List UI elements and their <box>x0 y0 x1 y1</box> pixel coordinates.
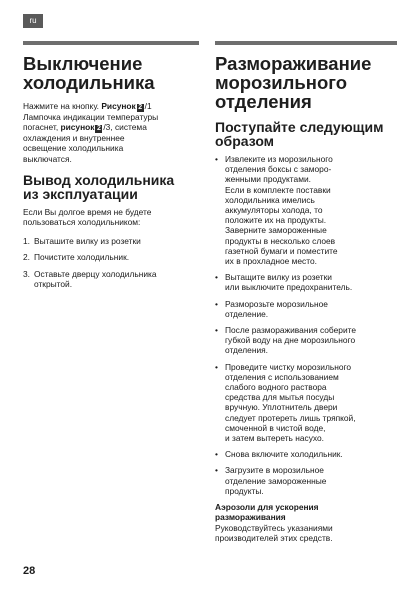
bullet-icon: • <box>215 465 218 476</box>
subheading-procedure: Поступайте следующим образом <box>215 119 384 149</box>
list-item: • Проведите чистку морозильного отделения с использованием слабого водного раствора средства для мытья посуды вручную. Уплотнитель двери следует протереть лишь тряпкой, смоченной в чистой воде, и затем вытереть насухо. <box>215 361 356 444</box>
bullet-icon: • <box>215 298 218 309</box>
right-column <box>215 41 397 543</box>
subheading-decommission: Вывод холодильника из эксплуатации <box>23 171 175 202</box>
figure-reference: рисунок <box>60 122 95 133</box>
bullet-icon: • <box>215 325 218 336</box>
bullet-icon: • <box>215 154 218 164</box>
list-item: • Вытащите вилку из розетки или выключите предохранитель. <box>215 272 353 293</box>
bullet-icon: • <box>215 449 218 460</box>
list-item: • После размораживания соберите губкой воду на дне морозильного отделения. <box>215 325 357 356</box>
page-number: 28 <box>23 565 36 577</box>
list-item: • Снова включите холодильник. <box>215 449 343 460</box>
section-rule <box>23 41 199 45</box>
section-heading-switch-off: Выключение холодильника <box>23 53 155 93</box>
list-item: 2. Почистите холодильник. <box>23 252 130 263</box>
note-title: Аэрозоли для ускорения размораживания <box>215 502 319 523</box>
switch-off-instructions: Нажмите на кнопку. Рисунок 2 /1 Лампочка индикации температуры погаснет, рисунок 2 /3, система охлаждения и внутреннее освещение холодильника выключатся. <box>23 101 159 164</box>
defrost-steps <box>215 154 397 496</box>
left-column <box>23 41 199 295</box>
key-icon: 2 <box>96 125 101 133</box>
list-item: • Разморозьте морозильное отделение. <box>215 298 328 319</box>
decommission-steps <box>23 236 199 289</box>
list-item: 3. Оставьте дверцу холодильника открытой. <box>23 268 157 289</box>
list-item: • Загрузите в морозильное отделение замороженные продукты. <box>215 465 327 496</box>
section-rule <box>215 41 397 45</box>
decommission-intro: Если Вы долгое время не будете пользоваться холодильником: <box>23 206 152 228</box>
language-tab: ru <box>23 14 43 28</box>
bullet-icon: • <box>215 361 218 372</box>
bullet-icon: • <box>215 272 218 283</box>
list-item: • Извлеките из морозильного отделения боксы с заморо- женными продуктами. Если в комплекте поставки холодильника имелись аккумуляторы холода, то положите их на продукты. Заверните замороженные продукты в несколько слоев газетной бумаги и поместите их в прохладное место. <box>215 154 338 267</box>
figure-reference: Рисунок <box>101 101 136 111</box>
section-heading-defrost: Размораживание морозильного отделения <box>215 53 372 112</box>
list-item: 1. Выташите вилку из розетки <box>23 236 141 247</box>
key-icon: 2 <box>138 104 143 111</box>
note-text: Руководствуйтесь указаниями производителей этих средств. <box>215 522 333 543</box>
